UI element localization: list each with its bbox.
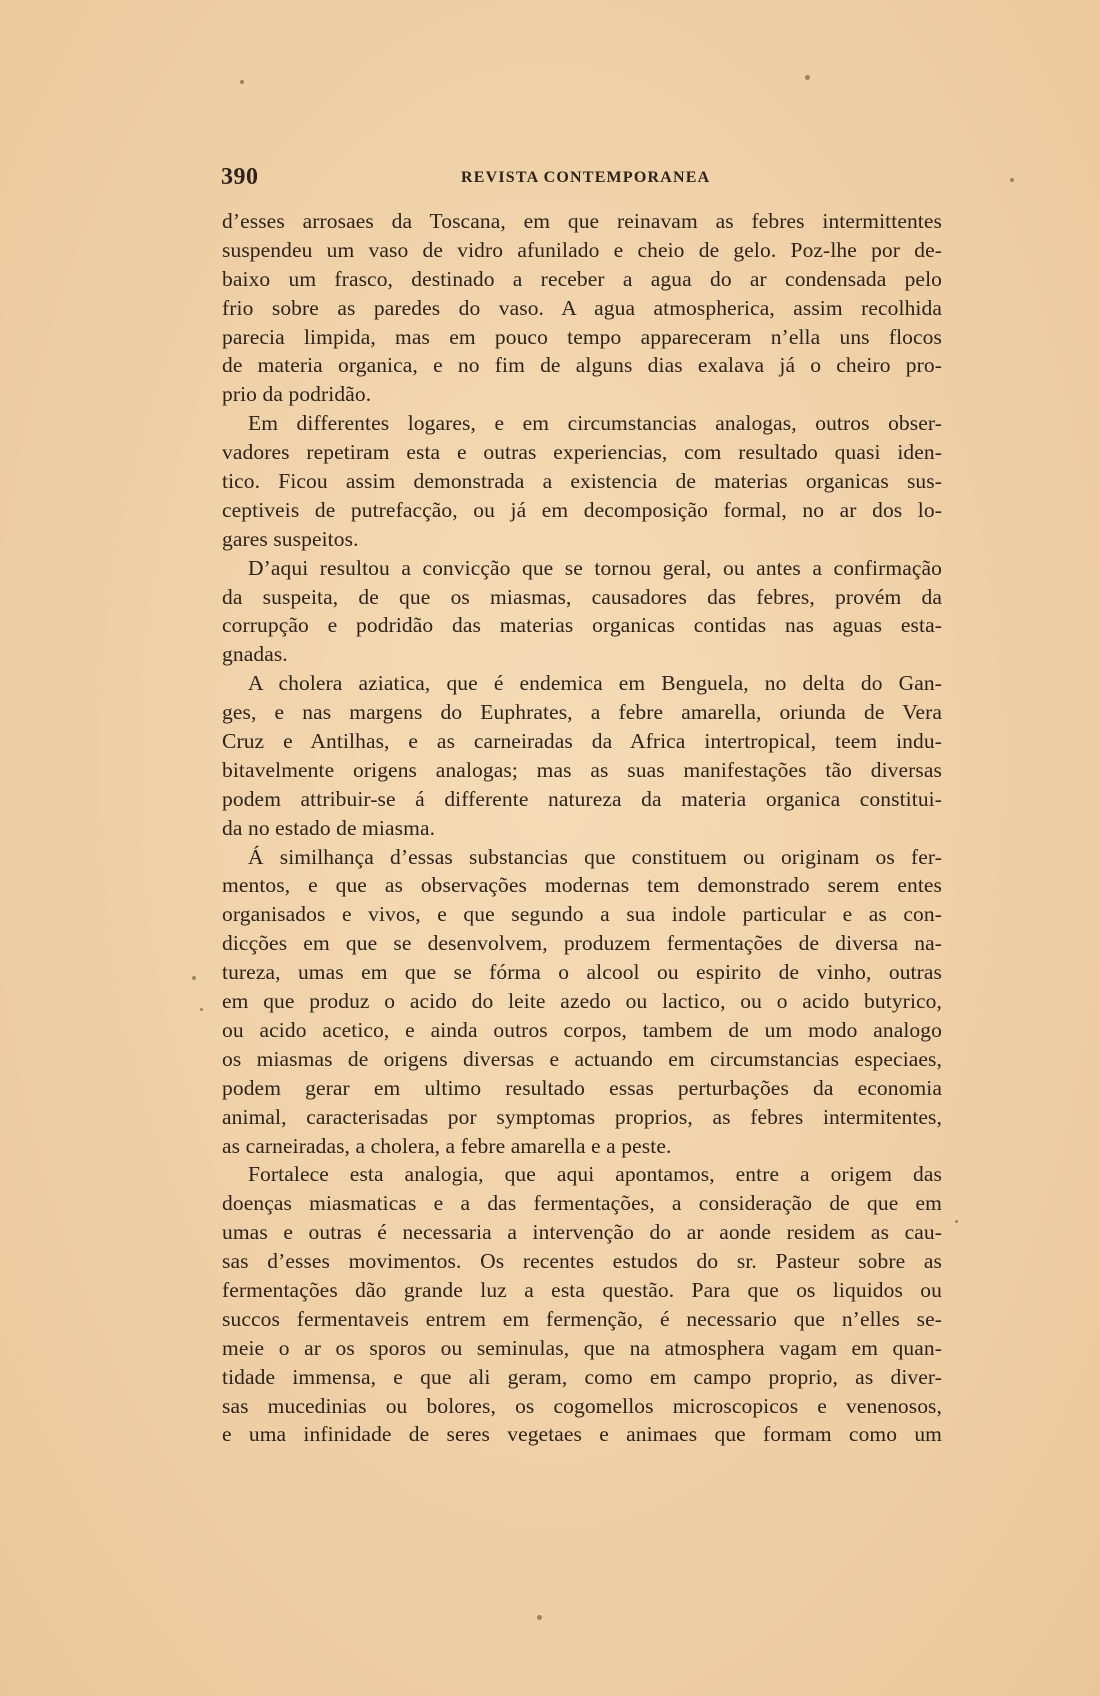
text-line: tico. Ficou assim demonstrada a existencia de materias organicas sus- (222, 469, 942, 494)
paper-speck (955, 1220, 958, 1223)
text-line: Em differentes logares, e em circumstancias analogas, outros obser- (248, 411, 942, 436)
text-line: frio sobre as paredes do vaso. A agua atmospherica, assim recolhida (222, 295, 942, 320)
text-line: tidade immensa, e que ali geram, como em campo proprio, as diver- (222, 1364, 942, 1389)
text-line: corrupção e podridão das materias organicas contidas nas aguas esta- (222, 613, 942, 638)
text-line: umas e outras é necessaria a intervenção do ar aonde residem as cau- (222, 1220, 942, 1245)
text-line: e uma infinidade de seres vegetaes e animaes que formam como um (222, 1422, 942, 1447)
paper-speck (192, 976, 196, 980)
text-line: vadores repetiram esta e outras experiencias, com resultado quasi iden- (222, 440, 942, 465)
text-line: da suspeita, de que os miasmas, causadores das febres, provém da (222, 584, 942, 609)
text-line: suspendeu um vaso de vidro afunilado e cheio de gelo. Poz-lhe por de- (222, 237, 942, 262)
text-line: sas d’esses movimentos. Os recentes estudos do sr. Pasteur sobre as (222, 1249, 942, 1274)
text-line: bitavelmente origens analogas; mas as suas manifestações tão diversas (222, 757, 942, 782)
text-line: ceptiveis de putrefacção, ou já em decomposição formal, no ar dos lo- (222, 497, 942, 522)
text-line: podem gerar em ultimo resultado essas perturbações da economia (222, 1075, 942, 1100)
text-line: mentos, e que as observações modernas tem demonstrado serem entes (222, 873, 942, 898)
text-line: as carneiradas, a cholera, a febre amarella e a peste. (222, 1133, 672, 1158)
text-line: da no estado de miasma. (222, 815, 436, 840)
text-line: baixo um frasco, destinado a receber a agua do ar condensada pelo (222, 266, 942, 291)
text-line: dicções em que se desenvolvem, produzem fermentações de diversa na- (222, 931, 942, 956)
text-line: ou acido acetico, e ainda outros corpos, tambem de um modo analogo (222, 1017, 942, 1042)
journal-title: REVISTA CONTEMPORANEA (461, 169, 711, 186)
text-line: A cholera aziatica, que é endemica em Benguela, no delta do Gan- (248, 671, 942, 696)
text-line: ges, e nas margens do Euphrates, a febre amarella, oriunda de Vera (222, 700, 942, 725)
text-line: meie o ar os sporos ou seminulas, que na atmosphera vagam em quan- (222, 1335, 942, 1360)
text-line: de materia organica, e no fim de alguns dias exalava já o cheiro pro- (222, 353, 942, 378)
text-line: organisados e vivos, e que segundo a sua indole particular e as con- (222, 902, 942, 927)
text-line: succos fermentaveis entrem em fermenção, é necessario que n’elles se- (222, 1306, 942, 1331)
paper-speck (805, 75, 810, 80)
text-line: parecia limpida, mas em pouco tempo appareceram n’ella uns flocos (222, 324, 942, 349)
paper-speck (200, 1008, 203, 1011)
text-line: podem attribuir-se á differente natureza da materia organica constitui- (222, 786, 942, 811)
text-line: gnadas. (222, 642, 288, 667)
text-line: prio da podridão. (222, 382, 372, 407)
text-line: fermentações dão grande luz a esta questão. Para que os liquidos ou (222, 1277, 942, 1302)
text-line: Fortalece esta analogia, que aqui apontamos, entre a origem das (248, 1162, 942, 1187)
running-head (221, 164, 941, 194)
paper-speck (537, 1615, 542, 1620)
text-line: os miasmas de origens diversas e actuando em circumstancias especiaes, (222, 1046, 942, 1071)
text-line: em que produz o acido do leite azedo ou lactico, ou o acido butyrico, (222, 989, 942, 1014)
text-line: tureza, umas em que se fórma o alcool ou espirito de vinho, outras (222, 960, 942, 985)
text-line: d’esses arrosaes da Toscana, em que reinavam as febres intermittentes (222, 209, 942, 233)
body-text (222, 207, 942, 1449)
page-number: 390 (221, 164, 259, 190)
text-line: sas mucedinias ou bolores, os cogomellos microscopicos e venenosos, (222, 1393, 942, 1418)
text-line: Cruz e Antilhas, e as carneiradas da Africa intertropical, teem indu- (222, 729, 942, 754)
paper-speck (240, 80, 244, 84)
text-line: Á similhança d’essas substancias que constituem ou originam os fer- (248, 844, 942, 869)
text-line: animal, caracterisadas por symptomas proprios, as febres intermitentes, (222, 1104, 942, 1129)
text-line: doenças miasmaticas e a das fermentações, a consideração de que em (222, 1191, 942, 1216)
text-line: D’aqui resultou a convicção que se tornou geral, ou antes a confirmação (248, 555, 942, 580)
text-line: gares suspeitos. (222, 526, 359, 551)
paper-speck (1010, 178, 1014, 182)
